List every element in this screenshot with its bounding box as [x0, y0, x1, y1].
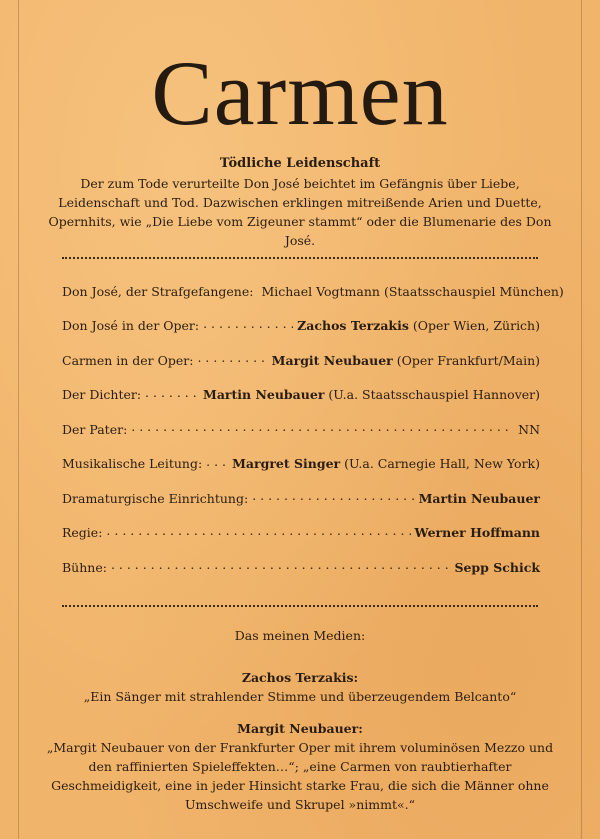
- actor-name: NN: [518, 421, 540, 437]
- intro-text: Der zum Tode verurteilte Don José beichtet im Gefängnis über Liebe, Leidenschaft und Tod. Dazwischen erklingen mitreißende Arien und Duette, Opernhits, wie „Die Liebe vom Zigeuner stammt“ oder die Blumenarie des Don José.: [48, 176, 552, 248]
- cast-row: [62, 447, 540, 482]
- dot-leader: [206, 457, 228, 471]
- actor-note: (U.a. Carnegie Hall, New York): [344, 456, 540, 472]
- quote-text: „Margit Neubauer von der Frankfurter Oper mit ihrem voluminösen Mezzo und den raffinierten Spieleffekten…“; „eine Carmen von raubtierhafter Geschmeidigkeit, eine in jeder Hinsicht starke Frau, die sich die Männer ohne Umschweife und Skrupel »nimmt«.“: [46, 740, 554, 812]
- cast-actor: [261, 284, 563, 299]
- press-quote: [40, 719, 560, 814]
- actor-note: (Staatsschauspiel München): [383, 283, 564, 299]
- cast-row: [62, 412, 540, 447]
- dot-leader: [197, 353, 267, 367]
- cast-actor: [272, 353, 540, 368]
- actor-note: (U.a. Staatsschauspiel Hannover): [328, 387, 540, 403]
- actor-note: (Oper Wien, Zürich): [412, 318, 540, 334]
- cast-role: Musikalische Leitung:: [62, 456, 203, 472]
- cast-actor: [203, 387, 540, 402]
- cast-list: [62, 274, 564, 585]
- headline: Tödliche Leidenschaft: [219, 156, 381, 171]
- cast-row: [62, 378, 540, 413]
- dot-leader: [252, 491, 414, 505]
- dot-leader: [145, 388, 199, 402]
- actor-name: Margit Neubauer: [271, 352, 393, 368]
- actor-name: Zachos Terzakis: [297, 318, 409, 334]
- cast-row: [62, 516, 540, 551]
- quote-text: „Ein Sänger mit strahlender Stimme und überzeugendem Belcanto“: [83, 689, 517, 704]
- cast-row: [62, 481, 540, 516]
- cast-actor: [454, 560, 540, 575]
- quote-artist: Zachos Terzakis:: [241, 670, 359, 685]
- actor-note: (Oper Frankfurt/Main): [396, 352, 540, 368]
- cast-actor: [297, 318, 540, 333]
- press-lead: Das meinen Medien:: [234, 628, 366, 643]
- flyer-title: Carmen: [151, 42, 449, 144]
- dot-leader: [111, 560, 450, 574]
- cast-role: Der Dichter:: [62, 387, 142, 403]
- cast-role: Bühne:: [62, 559, 107, 575]
- cast-actor: [415, 525, 540, 540]
- divider-bottom: [62, 605, 538, 607]
- cast-role: Don José in der Oper:: [62, 318, 200, 334]
- press-quote: [40, 668, 560, 706]
- dot-leader: [131, 422, 514, 436]
- actor-name: Michael Vogtmann: [261, 283, 380, 299]
- cast-role: Carmen in der Oper:: [62, 352, 194, 368]
- cast-actor: [419, 491, 540, 506]
- actor-name: Werner Hoffmann: [414, 525, 540, 541]
- dot-leader: [203, 319, 293, 333]
- press-section: [40, 626, 560, 827]
- cast-role: Dramaturgische Einrichtung:: [62, 490, 249, 506]
- cast-role: Regie:: [62, 525, 103, 541]
- cast-actor: [518, 422, 540, 437]
- cast-actor: [232, 456, 540, 471]
- cast-row: [62, 309, 540, 344]
- quote-artist: Margit Neubauer:: [237, 721, 363, 736]
- actor-name: Martin Neubauer: [202, 387, 325, 403]
- cast-row: [62, 550, 540, 585]
- cast-role: Der Pater:: [62, 421, 128, 437]
- actor-name: Sepp Schick: [454, 559, 540, 575]
- dot-leader: [106, 526, 410, 540]
- actor-name: Martin Neubauer: [418, 490, 540, 506]
- cast-row: [62, 274, 564, 309]
- actor-name: Margret Singer: [232, 456, 341, 472]
- cast-role: Don José, der Strafgefangene:: [62, 283, 254, 299]
- divider-top: [62, 257, 538, 259]
- cast-row: [62, 343, 540, 378]
